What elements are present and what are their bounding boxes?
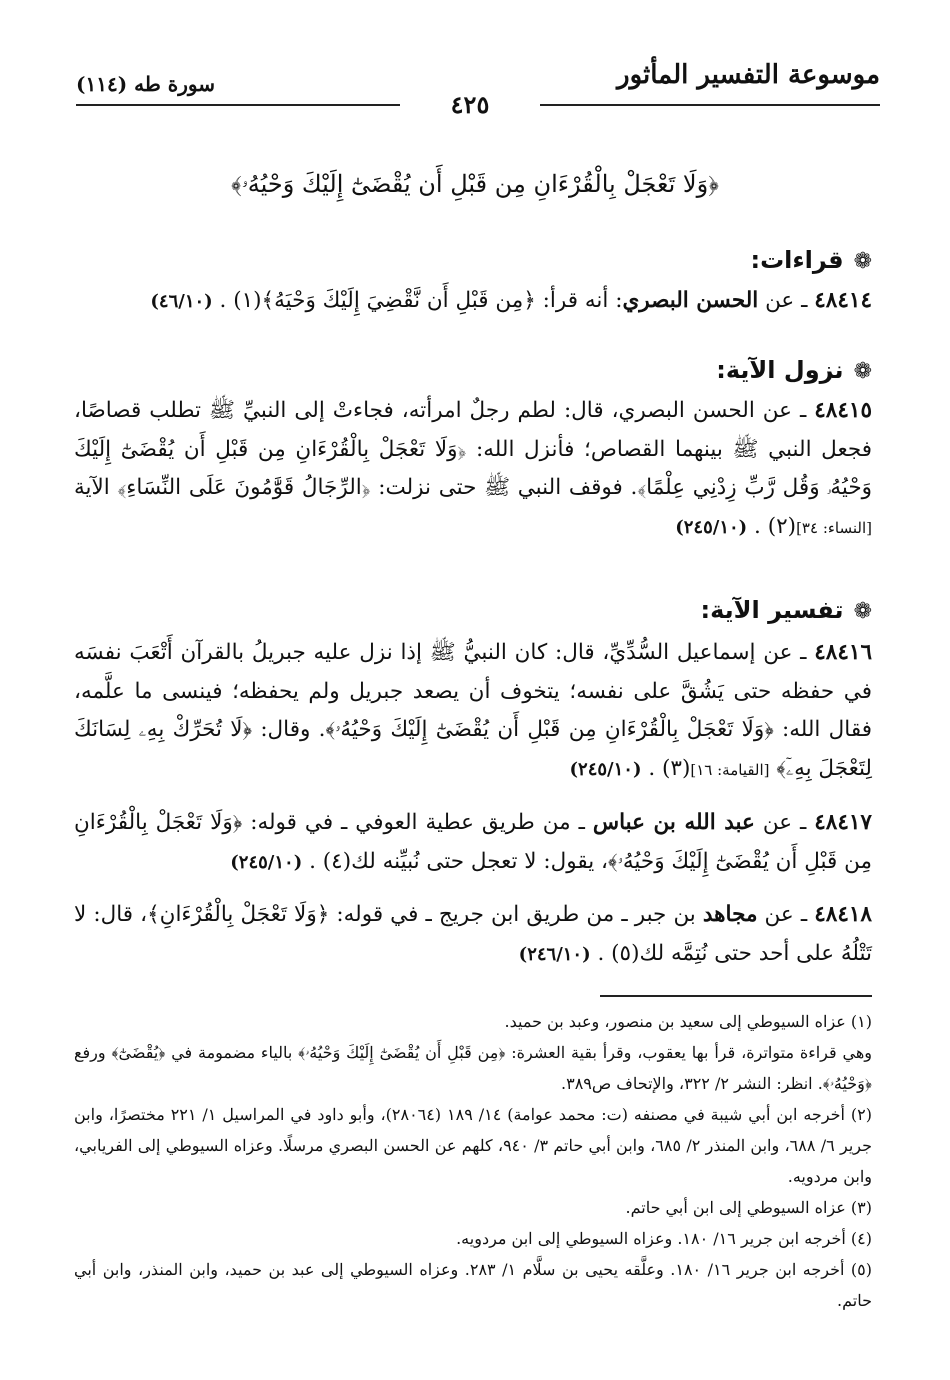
flower-ornament-icon: ❁ [853,359,872,384]
footnote-divider [600,995,872,997]
entry-48417 [74,804,872,882]
narrator-name: الحسن البصري [622,288,759,313]
footnote-5: (٥) أخرجه ابن جرير ١٦/ ١٨٠. وعلَّقه يحيى بن سلَّام ١/ ٢٨٣. وعزاه السيوطي إلى عبد بن حميد، وابن المنذر، وابن أبي حاتم. [74,1260,872,1310]
footnote-1-continued: وهي قراءة متواترة، قرأ بها يعقوب، وقرأ بقية العشرة: ﴿مِن قَبْلِ أَن يُقْضَىٰٓ إِلَيْكَ وَحْيُهُۥ﴾ بالياء مضمومة في ﴿يُقْضَىٰٓ﴾ ورفع ﴿وَحْيُهُۥ﴾. انظر: النشر ٢/ ٣٢٢، والإتحاف ص٣٨٩. [74,1043,872,1093]
footnote-1: (١) عزاه السيوطي إلى سعيد بن منصور، وعبد بن حميد. [504,1012,872,1031]
entry-48415 [74,392,872,547]
volume-reference: (٢٤٥/١٠) [230,851,303,873]
volume-reference: (٤٦/١٠) [150,291,213,312]
flower-ornament-icon: ❁ [853,249,872,274]
entry-number: ٤٨٤١٦ [814,640,872,665]
book-title: موسوعة التفسير المأثور [617,60,880,90]
entry-48416 [74,634,872,789]
entry-48418 [74,896,872,974]
narrator-name: مجاهد [702,902,758,927]
entry-text: : أنه قرأ: ﴿مِن قَبْلِ أَن نَّقْضِيَ إِلَيْكَ وَحْيَهُ﴾(١) . [219,288,623,313]
section-title-qiraat [750,246,872,274]
quran-citation: [النساء: ٣٤] [796,518,872,537]
flower-ornament-icon: ❁ [853,599,872,624]
narrator-name: عبد الله بن عباس [592,810,755,835]
entry-lead: ـ عن [754,810,807,835]
entry-text: بن جبر ـ من طريق ابن جريج ـ في قوله: ﴿وَلَا تَعْجَلْ بِالْقُرْءَانِ﴾، قال: لا تَتْلُهُ على أحد حتى نُتِمَّه لك(٥) . [74,902,872,966]
footnote-4: (٤) أخرجه ابن جرير ١٦/ ١٨٠. وعزاه السيوطي إلى ابن مردويه. [456,1229,872,1248]
volume-reference: (٢٤٥/١٠) [569,758,642,780]
section-title-text: تفسير الآية: [700,596,844,624]
entry-text: ـ عن الحسن البصري، قال: لطم رجلٌ امرأته، فجاءتْ إلى النبيِّ ﷺ تطلب قصاصًا، فجعل النبي ﷺ بينهما القصاص؛ فأنزل الله: ﴿وَلَا تَعْجَلْ بِالْقُرْءَانِ مِن قَبْلِ أَن يُقْضَىٰٓ إِلَيْكَ وَحْيُهُۥ وَقُل رَّبِّ زِدْنِي عِلْمًا﴾. فوقف النبي ﷺ حتى نزلت: ﴿الرِّجَالُ قَوَّٰمُونَ عَلَى النِّسَاءِ﴾ الآية [74,398,872,500]
entry-text: ـ من طريق عطية العوفي ـ في قوله: ﴿وَلَا تَعْجَلْ بِالْقُرْءَانِ مِن قَبْلِ أَن يُقْضَىٰٓ إِلَيْكَ وَحْيُهُۥ﴾، يقول: لا تعجل حتى نُبيِّنه لك(٤) . [74,810,872,874]
verse-heading: ﴿وَلَا تَعْجَلْ بِالْقُرْءَانِ مِن قَبْلِ أَن يُقْضَىٰٓ إِلَيْكَ وَحْيُهُۥ﴾ [231,170,719,198]
section-title-text: قراءات: [750,246,844,274]
page-number: ٤٢٥ [450,90,490,119]
entry-number: ٤٨٤١٤ [814,288,872,313]
section-title-text: نزول الآية: [716,356,844,384]
section-title-nuzul [716,356,872,384]
entry-text: ـ عن إسماعيل السُّدِّيِّ، قال: كان النبيُّ ﷺ إذا نزل عليه جبريلُ بالقرآن أَتْعَبَ نفسَه في حفظه حتى يَشُقَّ على نفسه؛ يتخوف أن يصعد جبريل ولم يحفظه؛ فينسى ما علَّمه، فقال الله: ﴿وَلَا تَعْجَلْ بِالْقُرْءَانِ مِن قَبْلِ أَن يُقْضَىٰٓ إِلَيْكَ وَحْيُهُۥ﴾. وقال: ﴿لَا تُحَرِّكْ بِهِۦ لِسَانَكَ لِتَعْجَلَ بِهِۦٓ﴾ [74,640,872,781]
entry-lead: ـ عن [758,288,808,313]
entry-lead: ـ عن [757,902,808,927]
entry-number: ٤٨٤١٥ [814,398,872,423]
volume-reference: (٢٤٦/١٠) [518,943,591,965]
section-title-tafsir [701,596,873,624]
footnote-3: (٣) عزاه السيوطي إلى ابن أبي حاتم. [625,1198,872,1217]
quran-citation: [القيامة: ١٦] [690,760,770,779]
footnote-2: (٢) أخرجه ابن أبي شيبة في مصنفه (ت: محمد عوامة) ١٤/ ١٨٩ (٢٨٠٦٤)، وأبو داود في المراسيل ١/ ٢٢١ مختصرًا، وابن جرير ٦/ ٦٨٨، وابن المنذر ٢/ ٦٨٥، وابن أبي حاتم ٣/ ٩٤٠، كلهم عن الحسن البصري مرسلًا. وعزاه السيوطي إلى الفريابي، وابن مردويه. [74,1105,872,1186]
surah-label: سورة طه (١١٤) [76,72,215,96]
entry-tail: (٣) . [648,755,691,781]
entry-48414 [74,282,872,322]
page-number-box [400,88,540,122]
entry-tail: (٢) . [754,513,797,539]
entry-number: ٤٨٤١٨ [814,902,872,927]
volume-reference: (٢٤٥/١٠) [675,516,748,538]
entry-number: ٤٨٤١٧ [814,810,872,835]
